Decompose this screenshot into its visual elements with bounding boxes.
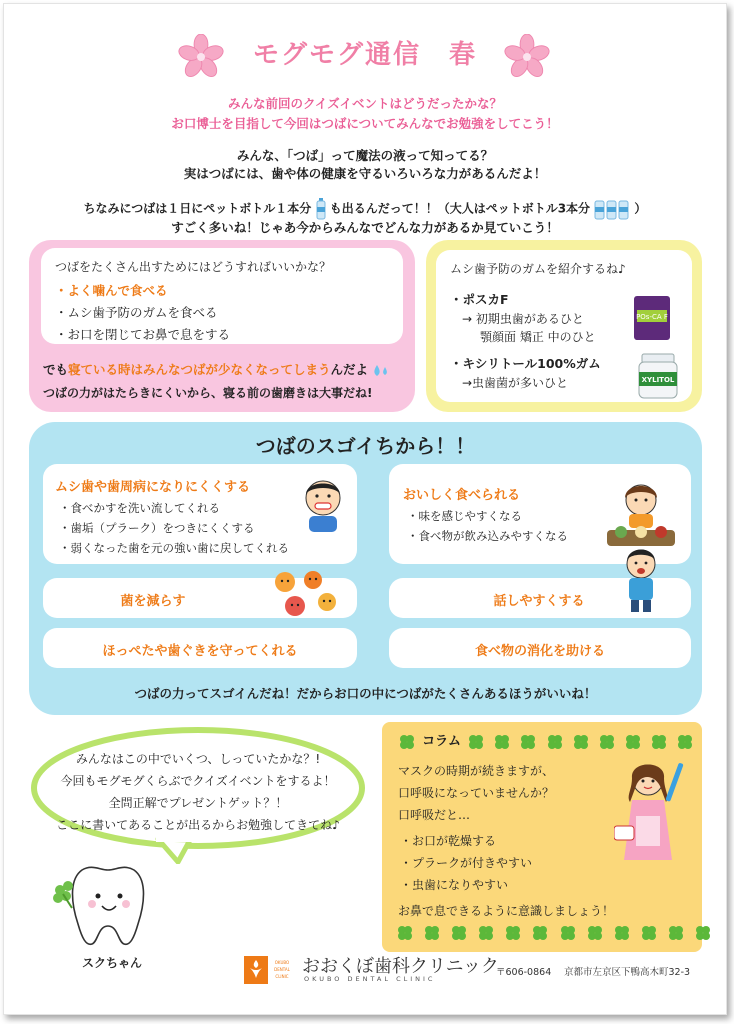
card5-text: ほっぺたや歯ぐきを守ってくれる — [102, 644, 298, 659]
intro-line-1: みんな前回のクイズイベントはどうだったかな？ — [227, 96, 502, 111]
card3-text: 菌を減らす — [120, 594, 186, 609]
card1-item-3: ・弱くなった歯を元の強い歯に戻してくれる — [59, 541, 289, 555]
gum-card — [436, 250, 692, 402]
clover-icon — [668, 925, 684, 941]
water-bottles-icon — [594, 198, 630, 220]
intro-line-3: みんな、「つば」って魔法の液って知ってる？ — [236, 148, 494, 163]
power-card-digestion — [389, 628, 691, 668]
tips-question: つばをたくさん出すためにはどうすればいいかな？ — [55, 260, 332, 274]
clinic-logo — [244, 956, 298, 984]
card2-item-1: ・味を感じやすくなる — [407, 509, 522, 523]
flyer-page — [3, 3, 727, 1015]
column-body — [398, 760, 614, 922]
water-bottle-icon — [316, 198, 326, 220]
column-clover-row-bottom — [394, 922, 714, 941]
sakura-icon — [504, 34, 550, 80]
power-footer: つばの力ってスゴイんだね！だからお口の中につばがたくさんあるほうがいいね！ — [134, 686, 597, 701]
power-card-gums — [43, 628, 357, 668]
card6-text: 食べ物の消化を助ける — [474, 644, 605, 659]
column-header — [396, 730, 696, 750]
tips-item-3: ・お口を閉じてお鼻で息をする — [55, 327, 231, 342]
xylitol-gum-bottle-icon — [636, 352, 680, 400]
xylitol-label: XYLITOL — [641, 376, 675, 384]
gum1-line-1: → 初期虫歯があるひと — [462, 312, 584, 326]
clover-icon — [625, 734, 641, 750]
power-title: つばのスゴイちから！！ — [255, 434, 476, 458]
clover-icon — [532, 925, 548, 941]
clover-icon — [573, 734, 589, 750]
gum1-name: ・ポスカF — [450, 292, 509, 307]
sweat-drops-icon — [372, 364, 390, 378]
boy-talking-icon — [617, 544, 665, 614]
svg-text:CLINIC: CLINIC — [275, 974, 289, 979]
clover-icon — [599, 734, 615, 750]
speech-line-2: 今回もモグモグくらぶでクイズイベントをするよ！ — [60, 774, 336, 788]
gum-box — [426, 240, 702, 412]
tips-note-pre: でも — [43, 362, 69, 377]
intro-line-6: すごく多いね！じゃあ今からみんなでどんな力があるか見ていこう！ — [171, 220, 559, 235]
clover-icon — [587, 925, 603, 941]
clover-icon — [451, 925, 467, 941]
card1-item-2: ・歯垢（プラーク）をつきにくくする — [59, 521, 255, 535]
column-item-2: ・プラークが付きやすい — [400, 856, 533, 870]
gum2-line-1: →虫歯菌が多いひと — [462, 376, 569, 390]
intro-line-5a: ちなみにつばは１日にペットボトル１本分 — [83, 201, 312, 216]
intro-line-5 — [4, 198, 726, 220]
clover-icon — [677, 734, 693, 750]
column-clover-row-top — [465, 734, 696, 749]
girl-eating-icon — [603, 478, 679, 552]
saliva-tips-box — [29, 240, 415, 412]
card1-title: ムシ歯や歯周病になりにくくする — [55, 480, 251, 495]
posca-label: POs-CA F — [636, 313, 668, 321]
clinic-roman-name: OKUBO DENTAL CLINIC — [304, 975, 436, 983]
column-title: コラム — [422, 734, 462, 749]
tips-item-1: ・よく噛んで食べる — [55, 283, 168, 298]
speech-line-1: みんなはこの中でいくつ、しっていたかな？! — [75, 752, 321, 766]
intro-line-2: お口博士を目指して今回はつばについてみんなでお勉強をしてこう！ — [171, 116, 559, 131]
clinic-postal: 〒606-0864 — [496, 967, 552, 978]
speech-line-4: ここに書いてあることが出るからお勉強してきてね♪ — [56, 818, 340, 832]
clover-icon — [641, 925, 657, 941]
clover-icon — [547, 734, 563, 750]
power-card-speech — [389, 578, 691, 618]
germs-icon — [265, 566, 345, 622]
intro-line-5c: ） — [634, 201, 647, 216]
clover-icon — [505, 925, 521, 941]
column-line-2: 口呼吸になっていませんか？ — [398, 786, 555, 800]
column-line-3: 口呼吸だと… — [398, 808, 471, 822]
character-name: スクちゃん — [82, 956, 143, 970]
nurse-with-toothbrush-icon — [614, 756, 688, 866]
clover-icon — [651, 734, 667, 750]
power-card-cavity — [43, 464, 357, 564]
clover-icon — [560, 925, 576, 941]
clover-icon — [695, 925, 711, 941]
tips-note-2: つばの力がはたらきにくいから、寝る前の歯磨きは大事だね! — [43, 386, 373, 400]
speech-line-3: 全問正解でプレゼントゲット？！ — [108, 796, 288, 810]
saliva-power-box — [29, 422, 702, 715]
card2-title: おいしく食べられる — [403, 488, 521, 503]
page-title: モグモグ通信 春 — [252, 40, 477, 70]
card4-text: 話しやすくする — [493, 594, 585, 609]
posca-gum-package-icon — [632, 294, 672, 342]
column-closing: お鼻で息できるように意識しましょう！ — [398, 904, 615, 918]
clinic-address: 京都市左京区下鴨高木町32-3 — [564, 967, 691, 978]
clover-icon — [614, 925, 630, 941]
tooth-character-icon — [52, 862, 164, 952]
gum1-line-2: 顎顔面 矯正 中のひと — [480, 330, 596, 344]
clover-icon — [397, 925, 413, 941]
tips-note — [43, 360, 390, 378]
svg-text:DENTAL: DENTAL — [274, 967, 290, 972]
tips-note-post: んだよ — [330, 362, 369, 377]
speech-text — [28, 748, 368, 836]
card2-item-2: ・食べ物が飲み込みやすくなる — [407, 529, 568, 543]
power-card-bacteria — [43, 578, 357, 618]
column-line-1: マスクの時期が続きますが、 — [398, 764, 555, 778]
card1-item-1: ・食べかすを洗い流してくれる — [59, 501, 220, 515]
clover-icon — [494, 734, 510, 750]
column-item-3: ・虫歯になりやすい — [400, 878, 509, 892]
intro-line-4: 実はつばには、歯や体の健康を守るいろいろな力があるんだよ！ — [183, 166, 547, 181]
tips-item-2: ・ムシ歯予防のガムを食べる — [55, 305, 218, 320]
gum2-name: ・キシリトール100%ガム — [450, 356, 601, 371]
clover-icon — [478, 925, 494, 941]
column-box — [382, 722, 702, 952]
boy-brushing-icon — [299, 476, 347, 532]
clover-icon — [424, 925, 440, 941]
column-item-1: ・お口が乾燥する — [400, 834, 497, 848]
clover-icon — [468, 734, 484, 750]
tips-card — [41, 248, 403, 344]
intro-line-5b: も出るんだって！！（大人はペットボトル3本分 — [329, 201, 591, 216]
gum-title: ムシ歯予防のガムを紹介するね♪ — [450, 262, 626, 276]
clover-icon — [399, 734, 415, 750]
clinic-name: おおくぼ歯科クリニック — [302, 956, 499, 977]
clover-icon — [520, 734, 536, 750]
tips-note-highlight: 寝ている時はみんなつばが少なくなってしまう — [68, 362, 331, 377]
clinic-logo-text: OKUBO — [274, 960, 290, 965]
